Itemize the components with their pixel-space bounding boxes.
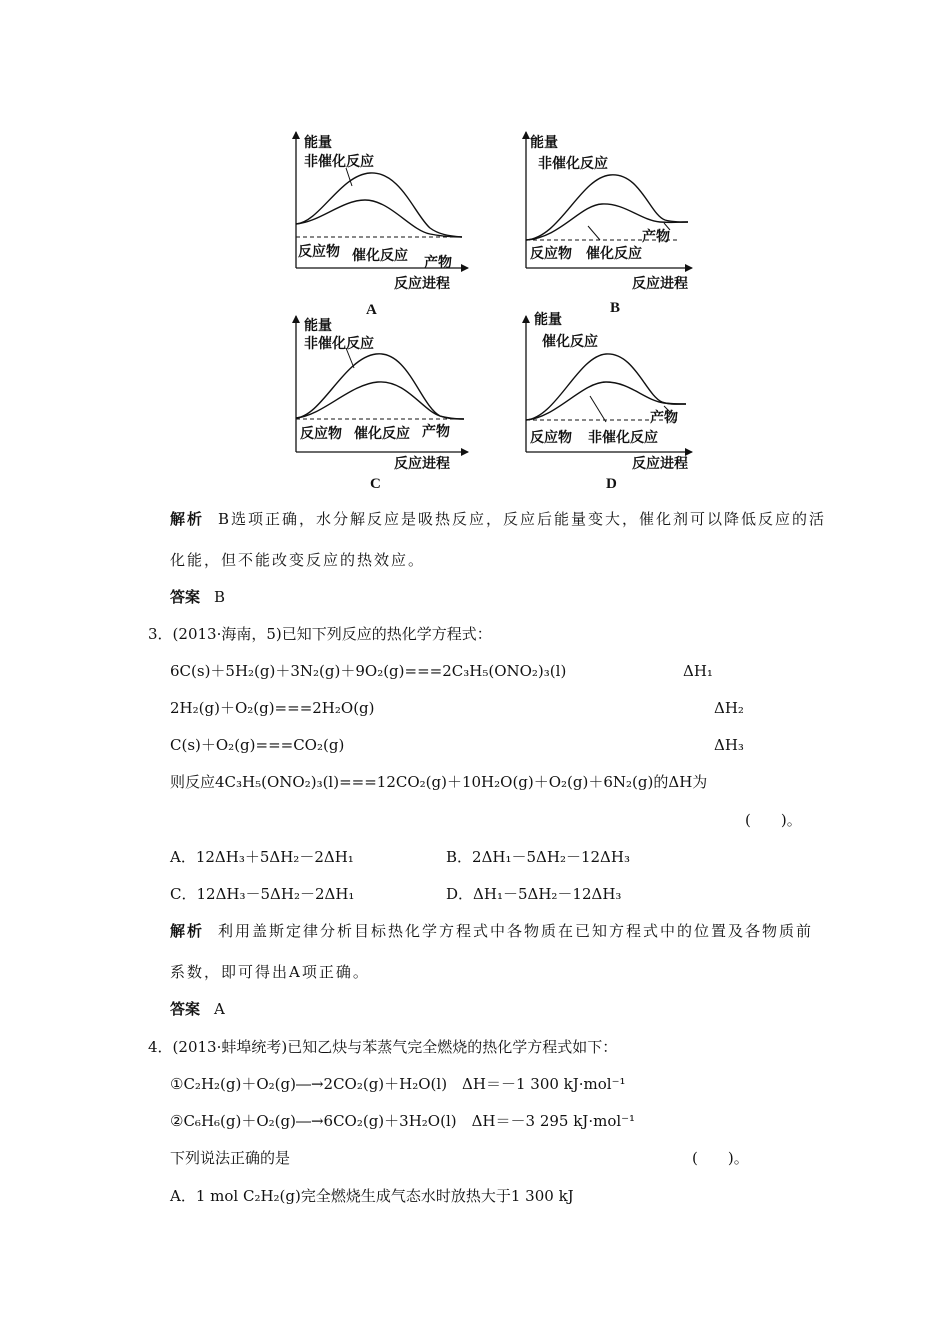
curve-label: 催化反应 — [354, 426, 410, 442]
q3-equation-2-dh: ΔH₂ — [714, 699, 744, 717]
q3-option-c: C．12ΔH₃－5ΔH₂－2ΔH₁ — [170, 885, 355, 903]
answer-label: 答案 — [170, 588, 201, 606]
analysis-text: B选项正确，水分解反应是吸热反应，反应后能量变大，催化剂可以降低反应的活 — [218, 510, 827, 528]
diagram-panel-c — [296, 316, 468, 492]
q3-equation-1: 6C(s)＋5H₂(g)＋3N₂(g)＋9O₂(g)===2C₃H₅(ONO₂)₃(l) — [170, 662, 567, 680]
curve-label: 非催化反应 — [588, 430, 658, 446]
q3-equation-3: C(s)＋O₂(g)===CO₂(g) — [170, 736, 345, 754]
panel-letter: D — [606, 476, 617, 492]
reactant-label: 反应物 — [300, 426, 342, 442]
curve-label: 催化反应 — [352, 248, 408, 264]
top-curve-label: 催化反应 — [542, 334, 598, 350]
product-label: 产物 — [650, 410, 678, 426]
q3-stem: 3．(2013·海南，5)已知下列反应的热化学方程式： — [148, 625, 492, 643]
x-axis-label: 反应进程 — [394, 456, 450, 472]
x-axis-label: 反应进程 — [394, 276, 450, 292]
diagram-panel-b — [526, 132, 692, 316]
panel-letter: A — [366, 302, 377, 318]
reactant-label: 反应物 — [530, 246, 572, 262]
q2-analysis-cont: 化能，但不能改变反应的热效应。 — [170, 551, 426, 569]
analysis-label: 解析 — [170, 510, 205, 528]
energy-diagrams — [280, 120, 720, 492]
q3-target: 则反应4C₃H₅(ONO₂)₃(l)===12CO₂(g)＋10H₂O(g)＋O₂(g)＋6N₂(g)的ΔH为 — [170, 773, 708, 791]
q4-blank: ( )。 — [692, 1149, 749, 1167]
q3-equation-3-dh: ΔH₃ — [714, 736, 744, 754]
diagram-panel-a — [296, 132, 468, 318]
panel-letter: C — [370, 476, 381, 492]
q3-analysis — [170, 921, 813, 941]
q2-answer — [170, 587, 225, 607]
diagram-panel-d — [526, 311, 692, 492]
top-curve-label: 非催化反应 — [304, 336, 374, 352]
q3-option-a: A．12ΔH₃＋5ΔH₂－2ΔH₁ — [170, 848, 354, 866]
x-axis-label: 反应进程 — [632, 456, 688, 472]
analysis-label: 解析 — [170, 922, 205, 940]
q3-analysis-cont: 系数，即可得出A项正确。 — [170, 963, 370, 981]
curve-label: 催化反应 — [586, 246, 642, 262]
q3-equation-1-dh: ΔH₁ — [683, 662, 713, 680]
q4-option-a: A．1 mol C₂H₂(g)完全燃烧生成气态水时放热大于1 300 kJ — [170, 1187, 574, 1205]
q3-blank: ( )。 — [745, 811, 802, 829]
q3-option-b: B．2ΔH₁－5ΔH₂－12ΔH₃ — [446, 848, 630, 866]
panel-letter: B — [610, 300, 621, 316]
y-axis-label: 能量 — [304, 318, 332, 334]
x-axis-label: 反应进程 — [632, 276, 688, 292]
product-label: 产物 — [424, 255, 452, 271]
top-curve-label: 非催化反应 — [304, 154, 374, 170]
y-axis-label: 能量 — [534, 312, 562, 328]
product-label: 产物 — [422, 424, 450, 440]
product-label: 产物 — [642, 229, 670, 245]
q4-equation-2: ②C₆H₆(g)＋O₂(g)―→6CO₂(g)＋3H₂O(l) ΔH＝－3 295 kJ·mol⁻¹ — [170, 1112, 636, 1130]
y-axis-label: 能量 — [304, 135, 332, 151]
q4-prompt: 下列说法正确的是 — [170, 1149, 291, 1167]
q3-equation-2: 2H₂(g)＋O₂(g)===2H₂O(g) — [170, 699, 375, 717]
q3-option-d: D．ΔH₁－5ΔH₂－12ΔH₃ — [446, 885, 622, 903]
analysis-text: 利用盖斯定律分析目标热化学方程式中各物质在已知方程式中的位置及各物质前 — [218, 922, 814, 940]
q4-stem: 4．(2013·蚌埠统考)已知乙炔与苯蒸气完全燃烧的热化学方程式如下： — [148, 1038, 618, 1056]
q2-analysis — [170, 509, 826, 529]
top-curve-label: 非催化反应 — [538, 156, 608, 172]
answer-value: A — [214, 1000, 225, 1018]
q4-equation-1: ①C₂H₂(g)＋O₂(g)―→2CO₂(g)＋H₂O(l) ΔH＝－1 300 kJ·mol⁻¹ — [170, 1075, 626, 1093]
y-axis-label: 能量 — [530, 135, 558, 151]
reactant-label: 反应物 — [530, 430, 572, 446]
answer-value: B — [214, 588, 226, 606]
reactant-label: 反应物 — [298, 244, 340, 260]
answer-label: 答案 — [170, 1000, 201, 1018]
q3-answer — [170, 999, 225, 1019]
